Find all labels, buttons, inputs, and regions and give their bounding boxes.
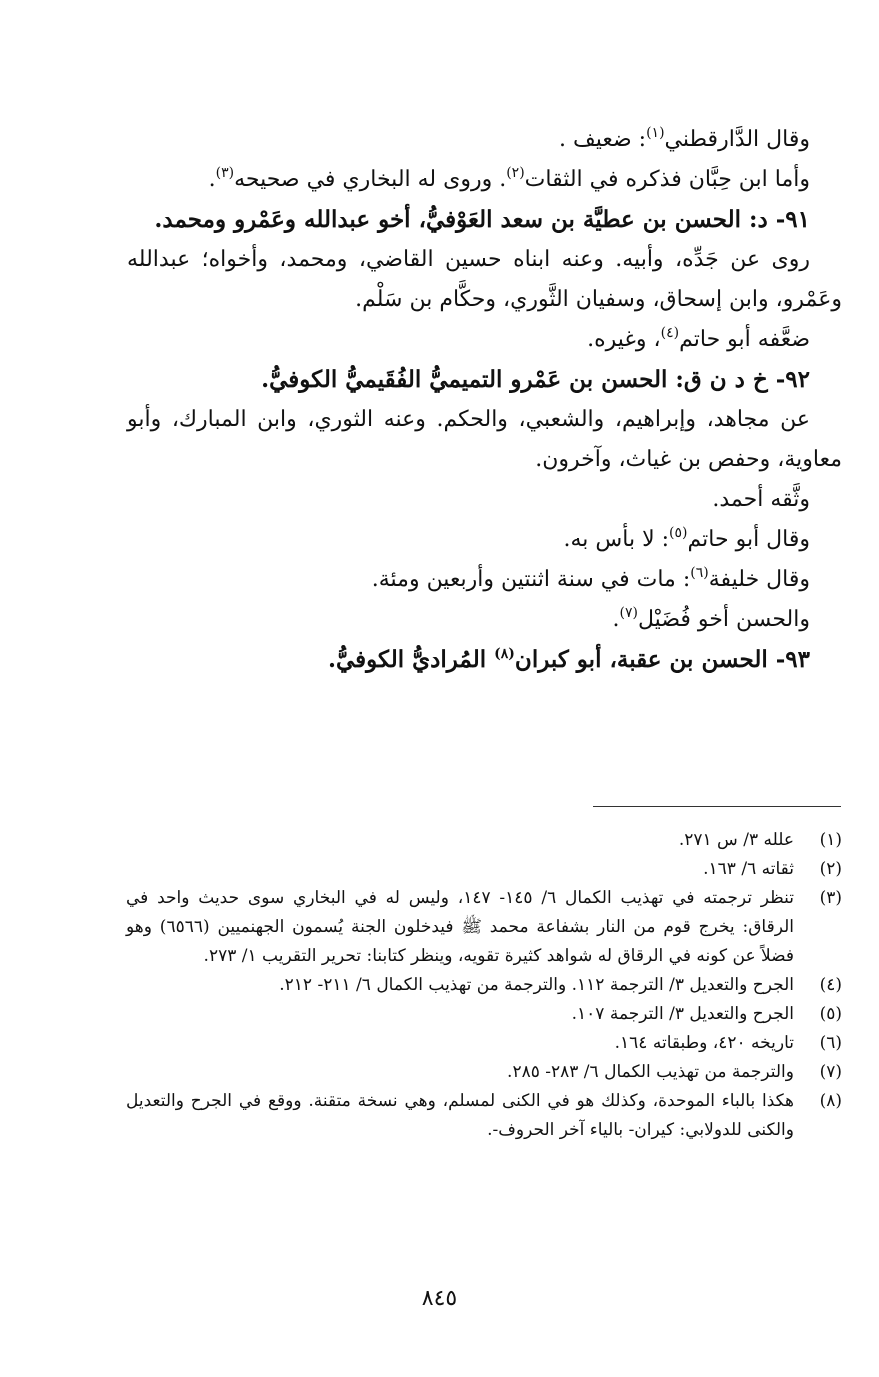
paragraph-brother-fudayl [127,600,842,640]
paragraph-abu-hatim [127,520,842,560]
footnote-number: (٧) [819,1062,842,1082]
text-run: : ضعيف . [558,127,647,152]
footnote-text: والترجمة من تهذيب الكمال ٦/ ٢٨٣- ٢٨٥. [507,1062,794,1082]
footnote-text: تنظر ترجمته في تهذيب الكمال ٦/ ١٤٥- ١٤٧، وليس له في البخاري سوى حديث واحد في الرقاق: يخرج قوم من النار بشفاعة محمد ﷺ فيدخلون الجنة يُسمون الجهنميين (٦٥٦٦) وهو فضلاً عن كونه في الرقاق له شواهد كثيرة تقويه، وينظر كتابنا: تحرير التقريب ١/ ٢٧٣. [126,888,794,966]
footnote-ref-2[interactable]: (٢) [506,165,525,181]
main-text [127,120,842,680]
paragraph-ahmad-trusted: وثَّقه أحمد. [712,487,810,512]
footnote-item [126,855,842,884]
paragraph-ibn-hibban [127,160,842,200]
footnote-item [126,971,842,1000]
footnotes [126,826,842,1145]
footnote-item [126,826,842,855]
footnote-divider [593,806,841,807]
paragraph-narrators-92: عن مجاهد، وإبراهيم، والشعبي، والحكم. وعنه الثوري، وابن المبارك، وأبو معاوية، وحفص بن غياث، وآخرون. [127,407,842,472]
footnote-item [126,1000,842,1029]
entry-heading-91: ٩١- د: الحسن بن عطيَّة بن سعد العَوْفيُّ، أخو عبدالله وعَمْرو ومحمد. [154,206,810,233]
text-run: المُراديُّ الكوفيُّ. [327,646,495,673]
text-run: وقال أبو حاتم [687,527,810,552]
text-run: ، وغيره. [587,327,661,352]
text-run: والحسن أخو فُضَيْل [638,607,810,632]
footnote-number: (١) [819,830,842,850]
footnote-item [126,1029,842,1058]
paragraph-weakened-by [127,320,842,360]
page-number: ٨٤٥ [421,1286,458,1311]
entry-heading-92: ٩٢- خ د ن ق: الحسن بن عَمْرو التميميُّ الفُقَيميُّ الكوفيُّ. [261,366,810,393]
text-run: : لا بأس به. [563,527,670,552]
footnote-ref-6[interactable]: (٦) [690,565,709,581]
footnote-item [126,884,842,971]
footnote-text: هكذا بالباء الموحدة، وكذلك هو في الكنى لمسلم، وهي نسخة متقنة. ووقع في الجرح والتعديل والكنى للدولابي: كيران- بالياء آخر الحروف-. [126,1091,794,1140]
paragraph-daraqutni [127,120,842,160]
footnote-text: علله ٣/ س ٢٧١. [678,830,794,850]
footnote-text: الجرح والتعديل ٣/ الترجمة ١٠٧. [571,1004,794,1024]
footnote-ref-4[interactable]: (٤) [660,325,680,341]
footnote-number: (٨) [819,1091,842,1111]
footnote-number: (٦) [819,1033,842,1053]
footnote-text: ثقاته ٦/ ١٦٣. [703,859,794,879]
text-run: ضعَّفه أبو حاتم [679,327,810,352]
footnote-number: (٣) [819,888,842,908]
footnote-number: (٥) [819,1004,842,1024]
text-run: . [612,607,620,632]
footnote-ref-8[interactable]: (٨) [494,646,515,662]
footnote-number: (٤) [819,975,842,995]
footnote-item [126,1087,842,1145]
footnote-text: تاريخه ٤٢٠، وطبقاته ١٦٤. [614,1033,794,1053]
footnote-number: (٢) [819,859,842,879]
text-run: . وروى له البخاري في صحيحه [234,167,507,192]
paragraph-narrators-91: روى عن جَدِّه، وأبيه. وعنه ابناه حسين القاضي، ومحمد، وأخواه؛ عبدالله وعَمْرو، وابن إسحاق، وسفيان الثَّوري، وحكَّام بن سَلْم. [127,247,842,312]
text-run: وقال الدَّارقطني [664,127,810,152]
entry-heading-93 [127,640,842,680]
footnote-ref-5[interactable]: (٥) [669,525,688,541]
text-run: وقال خليفة [708,567,810,592]
text-run: ٩٣- الحسن بن عقبة، أبو كبران [514,646,810,673]
footnote-text: الجرح والتعديل ٣/ الترجمة ١١٢. والترجمة من تهذيب الكمال ٦/ ٢١١- ٢١٢. [279,975,794,995]
text-run: : مات في سنة اثنتين وأربعين ومئة. [371,567,691,592]
footnote-ref-3[interactable]: (٣) [215,165,235,181]
footnote-item [126,1058,842,1087]
paragraph-khalifa [127,560,842,600]
footnote-ref-1[interactable]: (١) [646,125,665,141]
text-run: وأما ابن حِبَّان فذكره في الثقات [524,167,810,192]
text-run: . [208,167,216,192]
footnote-ref-7[interactable]: (٧) [619,605,639,621]
